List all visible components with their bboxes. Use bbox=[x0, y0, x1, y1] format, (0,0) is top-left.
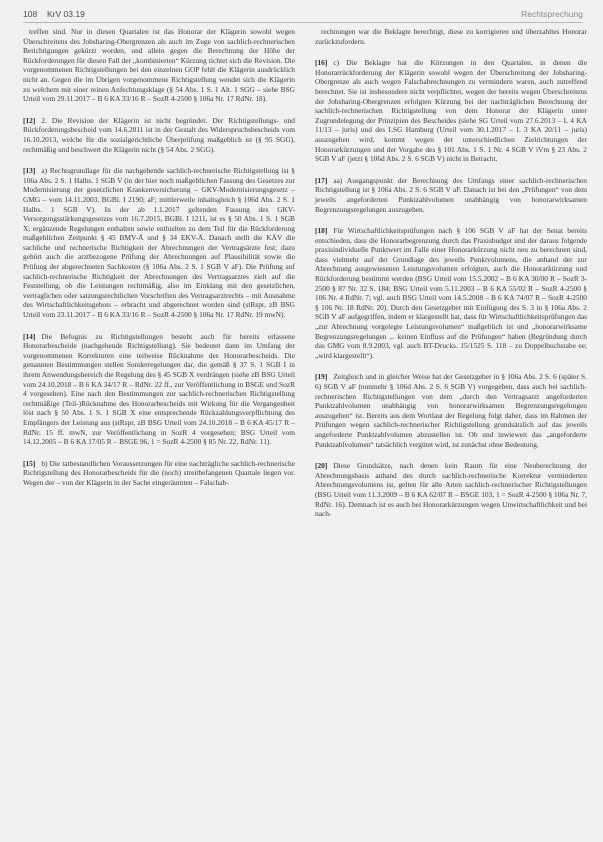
paragraph bbox=[315, 372, 587, 449]
paragraph-text: c) Die Beklagte hat die Kürzungen in den Quartalen, in denen die Honorarrückforderung der Klägerin sowohl wegen der Überschreitung der Jobsharing-Obergrenze als auch wegen Falschabrechnungen zu vermindern waren, auch zutreffend berechnet. Sie ist insbesondere nicht verpflichtet, wegen der bereits wegen Überschreitens der Jobsharing-Obergrenzen erfolgten Kürzung bei der nachträglichen Berechnung der sachlich-rechnerischen Richtigstellung von dem Honorar der Klägerin unter Zugrundelegung der Prinzipien des Bescheides (siehe SG Urteil vom 27.6.2013 – L 4 KA 11/13 – juris) und des LSG Hamburg (Urteil vom 30.1.2017 – L 3 KA 20/11 – juris) auszugehen wird, kommt wegen der unterschiedlichen Zielrichtungen der Honorarkürzungen und der Vorgabe des § 101 Abs. 1 S. 1 Nr. 4 SGB V iVm § 23 Abs. 2 SGB V aF (jetzt § 106d Abs. 2 S. 6 SGB V) nicht in Betracht. bbox=[315, 58, 587, 164]
paragraph bbox=[23, 27, 295, 104]
page-number: 108 bbox=[23, 9, 38, 19]
paragraph-text: Die Befugnis zu Richtigstellungen besteht auch für bereits erlassene Honorarbescheide (nachgehende Richtigstellung). Sie bedeutet dann im Umfang der vorgenommenen Korrekturen eine teilweise Rücknahme des Honorarbescheids. Die genannten Bestimmungen stellen Sonderregelungen dar, die gemäß § 37 S. 1 SGB I in ihrem Anwendungsbereich die Regelung des § 45 SGB X verdrängen (siehe zB BSG Urteil vom 24.10.2018 – B 6 KA 34/17 R – RdNr. 22 ff., zur Veröffentlichung in BSGE und SozR 4 vorgesehen). Eine nach den Bestimmungen zur sachlich-rechnerischen Richtigstellung rechtmäßige (Teil-)Rücknahme des Honorarbescheids mit Wirkung für die Vergangenheit löst nach § 50 Abs. 1 S. 1 SGB X eine entsprechende Rückzahlungsverpflichtung des Empfängers der Leistung aus (stRspr, zB BSG Urteil vom 24.10.2018 – B 6 KA 45/17 R – RdNr. 15 ff. mwN, zur Veröffentlichung in SozR 4 vorgesehen; BSG Urteil vom 14.12.2005 – B 6 KA 17/05 R – BSGE 96, 1 = SozR 4-2500 § 85 Nr. 22, RdNr. 11). bbox=[23, 331, 295, 447]
paragraph-text: aa) Ausgangspunkt der Berechnung des Umfangs einer sachlich-rechnerischen Richtigstellung ist § 106a Abs. 2 S. 6 SGB V aF. Danach ist bei den „Prüfungen“ von dem jeweils angeforderten Punktzahlvolumen unabhängig von honorarwirksamen Begrenzungsregelungen auszugehen. bbox=[315, 175, 587, 214]
right-column bbox=[315, 27, 587, 531]
paragraph-text: rechnungen war die Beklagte berechtigt, diese zu korrigieren und überzahltes Honorar zurückzufordern. bbox=[315, 27, 587, 46]
paragraph bbox=[23, 166, 295, 320]
page-header bbox=[23, 8, 583, 23]
paragraph-number: [16] bbox=[315, 58, 328, 68]
paragraph bbox=[315, 176, 587, 214]
paragraph-number: [12] bbox=[23, 115, 36, 125]
paragraph bbox=[23, 459, 295, 488]
paragraph-number: [19] bbox=[315, 372, 328, 382]
paragraph-text: 2. Die Revision der Klägerin ist nicht begründet. Der Richtigstellungs- und Rückforderungsbescheid vom 14.6.2011 ist in der Gestalt des Widerspruchsbescheids vom 16.10.2013, welche für die sozialgerichtliche Überprüfung maßgeblich ist (§ 95 SGG), rechtmäßig und beschwert die Klägerin nicht (§ 54 Abs. 2 SGG). bbox=[23, 115, 295, 154]
paragraph-number: [17] bbox=[315, 175, 328, 185]
paragraph-number: [18] bbox=[315, 226, 328, 236]
paragraph-number: [20] bbox=[315, 461, 328, 471]
paragraph bbox=[315, 226, 587, 360]
paragraph bbox=[315, 461, 587, 519]
paragraph-text: Für Wirtschaftlichkeitsprüfungen nach § 106 SGB V aF hat der Senat bereits entschieden, dass die Honorarbegrenzung durch das Praxisbudget und der daraus folgende praxisindividuelle Punktwert im Falle einer Honorarkürzung nicht neu zu berechnen sind, dass vielmehr auf der Grundlage des jeweils Punktvolumens, die anhand der zur Abrechnung ausgewiesenen Leistungsvolumen erfolgten, auch die Honorarkürzung und Rückforderung bestimmt werden (BSG Urteil vom 15.5.2002 – B 6 KA 30/00 R – SozR 3-2500 § 87 Nr. 32 S. 184; BSG Urteil vom 5.11.2003 – B 6 KA 55/02 R – SozR 4-2500 § 106 Nr. 4 RdNr. 7; vgl. auch BSG Urteil vom 14.5.2008 – B 6 KA 74/07 R – SozR 4-2500 § 106 Nr. 18 RdNr. 20). Durch den Gesetzgeber mit Einfügung des S. 3 in § 106a Abs. 2 SGB V aF aufgegriffen, indem er klargestellt hat, dass für Wirtschaftlichkeitsprüfungen das „zur Abrechnung vorgelegte Leistungsvolumen“ maßgeblich ist und „honorarwirksame Begrenzungsregelungen ... keinen Einfluss auf die Prüfungen“ haben (Begründung durch das GMG vom 8.9.2003, vgl. auch BT-Drucks. 15/1525 S. 118 – zu Doppelbuchstabe ee; „wird klargestellt“). bbox=[315, 226, 587, 360]
paragraph-text: treffen sind. Nur in diesen Quartalen ist das Honorar der Klägerin sowohl wegen Überschreitens des Jobsharing-Obergrenzen als auch im Zuge von sachlich-rechnerischen Berichtigungen gekürzt worden, und allein gegen die Berechnung der Höhe der Rückforderungen für diesen Fall der „kombinierten“ Kürzung richtet sich die Revision. Die vorgenommenen Richtigstellungen bei den einzelnen GOP fehlt die Klägerin ausdrücklich nicht an. Gegen die im Übrigen vorgenommene Richtigstellung wendet sich die Klägerin zu welchem mit einer reinen Anfechtungsklage (§ 54 Abs. 1 S. 1 Alt. 1 SGG – siehe BSG Urteil vom 29.11.2017 – B 6 KA 33/16 R – SozR 4-2500 § 106a Nr. 17 RdNr. 18). bbox=[23, 27, 295, 104]
paragraph bbox=[23, 332, 295, 447]
paragraph-text: a) Rechtsgrundlage für die nachgehende sachlich-rechnerische Richtigstellung ist § 106a Abs. 2 S. 1 Halbs. 1 SGB V (in der hier noch maßgeblichen Fassung des Gesetzes zur Modernisierung der gesetzlichen Krankenversicherung – GKV-Modernisierungsgesetz – GMG – vom 14.11.2003, BGBl. I 2190; aF; mittlerweile inhaltsgleich § 106d Abs. 2 S. 1 Halbs. 1 SGB V). In der ab 1.1.2017 geltenden Fassung des GKV-Versorgungsstärkungsgesetzes vom 16.7.2015, BGBl. I 1211, ist es § 50 Abs. 1 S. 1 SGB X; ergänzende Regelungen enthalten sowie enthielten zu dem Teil für die Rückforderung maßgeblichen Zeitpunkt § 45 BMV-Ä und § 34 EKV-Ä. Danach stellt die KÄV die sachliche und rechnerische Richtigkeit der Abrechnungen der Vertragsärzte fest; dazu gehört auch die arztbezogene Prüfung der Abrechnungen auf Plausibilität sowie die Prüfung der abgerechneten Sachkosten (§ 106a Abs. 2 S. 1 SGB V aF). Die Prüfung auf sachlich-rechnerische Richtigkeit der Abrechnungen des Vertragsarztes zielt auf die Feststellung, ob die Leistungen rechtmäßig, also im Einklang mit den gesetzlichen, vertraglichen oder satzungsrechtlichen Vorschriften des Vertragsarztrechts – mit Ausnahme des Wirtschaftlichkeitsgebots – erbracht und abgerechnet worden sind (stRspr, zB BSG Urteil vom 23.11.2017 – B 6 KA 33/16 R – SozR 4-2500 § 106a Nr. 17 RdNr. 19 mwN). bbox=[23, 166, 295, 320]
paragraph-text: Zeitgleich und in gleicher Weise hat der Gesetzgeber in § 106a Abs. 2 S. 6 (später S. 6) SGB V aF (nunmehr § 106d Abs. 2 S. 6 SGB V) vorgegeben, dass auch bei sachlich-rechnerischen Richtigstellungen von dem „durch den Vertragsarzt angeforderten Punktzahlvolumen unabhängig von honorarwirksamen Begrenzungsregelungen auszugehen“ ist. Bereits aus dem Wortlaut der Regelung folgt daher, dass im Rahmen der Prüfungen wegen sachlich-rechnerischer Richtigstellung grundsätzlich auf das jeweils angeforderte Punktzahlvolumen abzustellen ist. Ob und inwieweit das „angeforderte Punktzahlvolumen“ tatsächlich vergütet wird, ist zunächst ohne Bedeutung. bbox=[315, 372, 587, 449]
running-title: Rechtsprechung bbox=[521, 9, 583, 19]
paragraph bbox=[23, 116, 295, 154]
paragraph bbox=[315, 58, 587, 164]
left-column bbox=[23, 27, 295, 500]
paragraph-text: Diese Grundsätze, nach denen kein Raum für eine Neuberechnung der Abrechnungsbasis anhand des durch sachlich-rechnerische Korrektur verminderten Abrechnungsvolumens ist, gelten für alle Arten sachlich-rechnerischer Richtigstellungen (BSG Urteil vom 11.3.2009 – B 6 KA 62/07 R – BSGE 103, 1 = SozR 4-2500 § 106a Nr. 7, RdNr. 16). Demnach ist es auch bei Honorarkürzungen wegen Unwirtschaftlichkeit und bei nach- bbox=[315, 461, 587, 519]
paragraph-number: [15] bbox=[23, 458, 36, 468]
paragraph bbox=[315, 27, 587, 46]
paragraph-text: b) Die tatbestandlichen Voraussetzungen für eine nachträgliche sachlich-rechnerische Richtigstellung des Honorarbescheids für die (noch) streitbefangenen Quartale liegen vor. Wegen der – von der Klägerin in der Sache eingeräumten – Falschab- bbox=[23, 458, 295, 487]
paragraph-number: [13] bbox=[23, 166, 36, 176]
journal-label: KrV 03.19 bbox=[47, 9, 85, 19]
paragraph-number: [14] bbox=[23, 331, 36, 341]
